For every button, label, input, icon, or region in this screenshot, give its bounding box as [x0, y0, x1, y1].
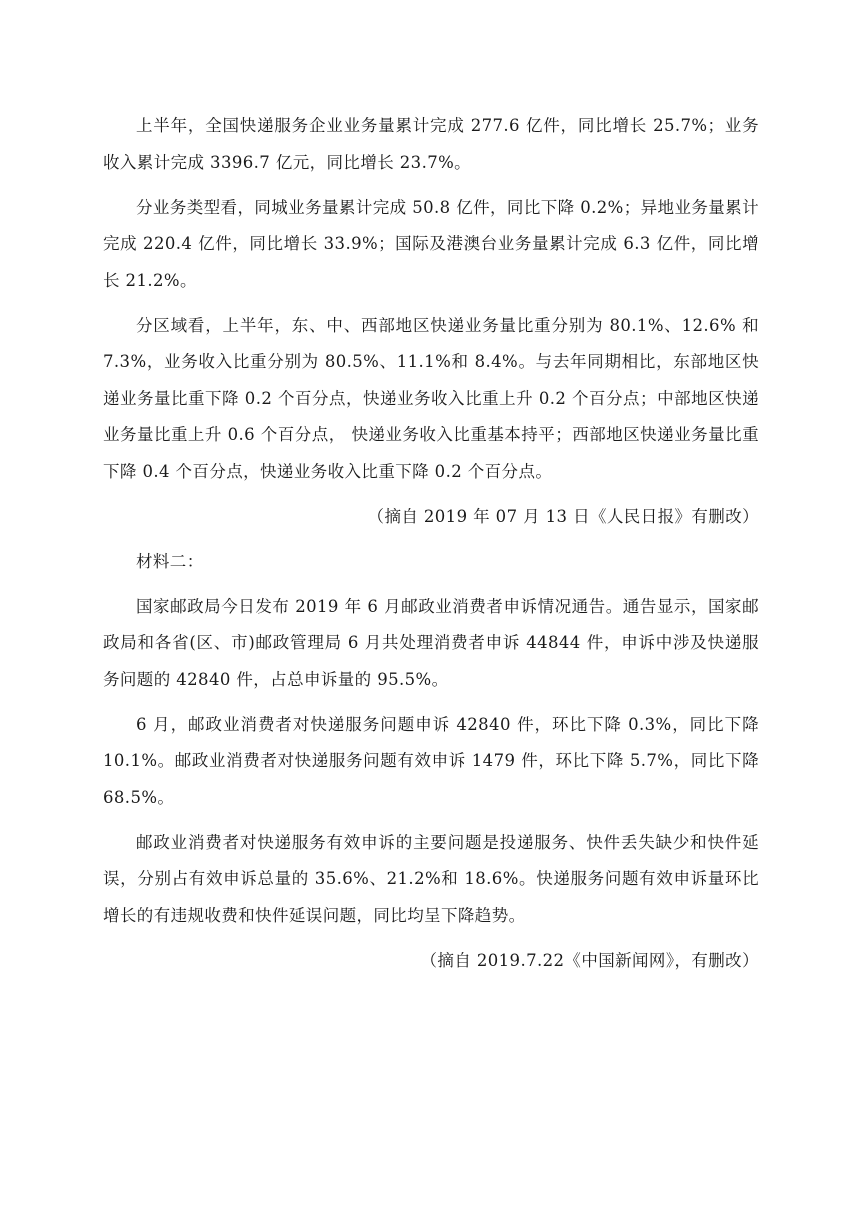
- paragraph-june-complaints: 6 月，邮政业消费者对快递服务问题申诉 42840 件，环比下降 0.3%，同比下降 10.1%。邮政业消费者对快递服务问题有效申诉 1479 件，环比下降 5.7%，同比下降 68.5%。: [103, 714, 759, 807]
- paragraph-regions: 分区域看，上半年，东、中、西部地区快递业务量比重分别为 80.1%、12.6% 和 7.3%，业务收入比重分别为 80.5%、11.1%和 8.4%。与去年同期相比，东部地区快递业务量比重下降 0.2 个百分点，快递业务收入比重上升 0.2 个百分点；中部地区快递业务量比重上升 0.6 个百分点， 快递业务收入比重基本持平；西部地区快递业务量比重下降 0.4 个百分点，快递业务收入比重下降 0.2 个百分点。: [103, 315, 759, 481]
- paragraph-complaints-notice: 国家邮政局今日发布 2019 年 6 月邮政业消费者申诉情况通告。通告显示，国家邮政局和各省(区、市)邮政管理局 6 月共处理消费者申诉 44844 件，申诉中涉及快递服务问题的 42840 件，占总申诉量的 95.5%。: [103, 596, 759, 689]
- source-citation-2: （摘自 2019.7.22《中国新闻网》，有删改）: [420, 950, 759, 970]
- paragraph-main-issues: 邮政业消费者对快递服务有效申诉的主要问题是投递服务、快件丢失缺少和快件延误，分别占有效申诉总量的 35.6%、21.2%和 18.6%。快递服务问题有效申诉量环比增长的有违规收费和快件延误问题，同比均呈下降趋势。: [103, 832, 759, 925]
- paragraph-business-types: 分业务类型看，同城业务量累计完成 50.8 亿件，同比下降 0.2%；异地业务量累计完成 220.4 亿件，同比增长 33.9%；国际及港澳台业务量累计完成 6.3 亿件，同比增长 21.2%。: [103, 197, 759, 290]
- paragraph-express-volume: 上半年，全国快递服务企业业务量累计完成 277.6 亿件，同比增长 25.7%；业务收入累计完成 3396.7 亿元，同比增长 23.7%。: [103, 116, 759, 172]
- source-citation-1: （摘自 2019 年 07 月 13 日《人民日报》有删改）: [367, 506, 759, 526]
- document-body: [103, 108, 759, 988]
- material-two-heading: 材料二：: [136, 551, 204, 571]
